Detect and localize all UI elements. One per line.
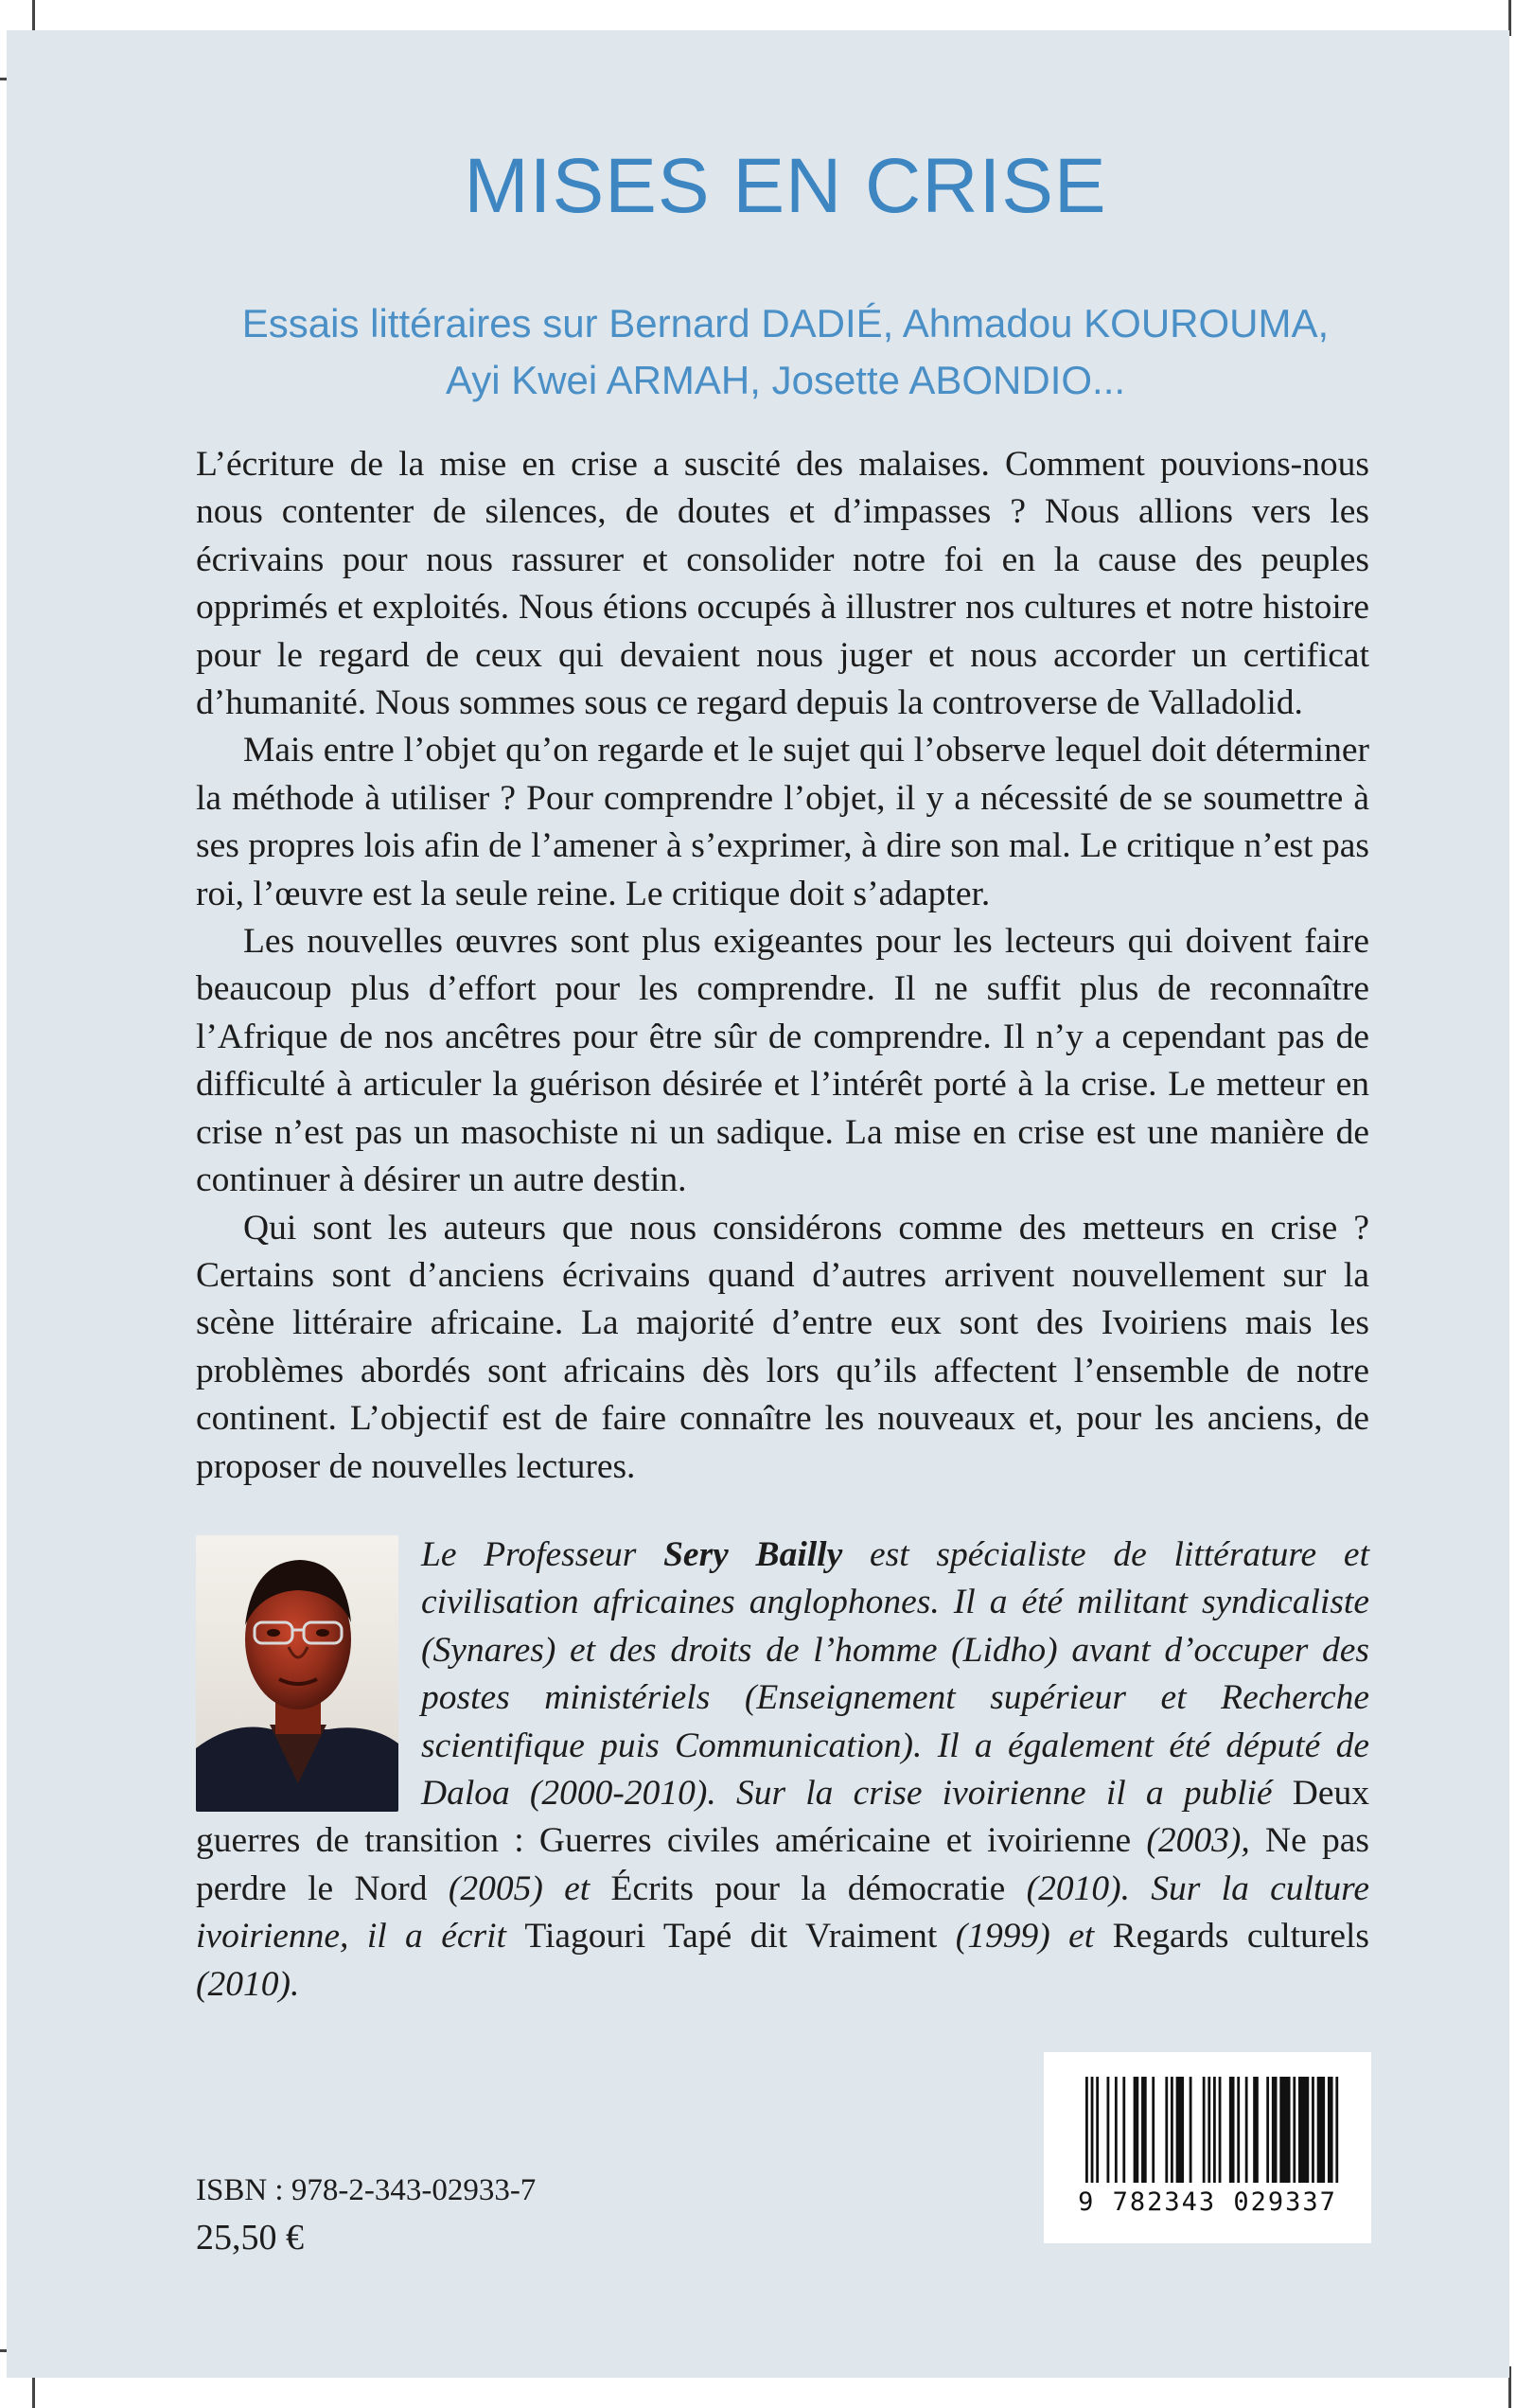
blurb bbox=[196, 441, 1369, 1491]
bio-text: est spécialiste de littérature et civilisation africaines anglophones. Il a été militant syndicaliste (Synares) et des droits de l’homme (Lidho) avant d’occuper des postes ministériels (Enseignement supérieur et Recherche scientifique puis Communication). Il a également été député de Daloa (2000-2010). Sur la crise ivoirienne il a publié bbox=[421, 1535, 1369, 1814]
author-portrait-image bbox=[196, 1535, 398, 1812]
barcode-bar bbox=[1203, 2077, 1206, 2183]
barcode-bar bbox=[1253, 2077, 1259, 2183]
barcode-bar bbox=[1085, 2077, 1088, 2183]
barcode-bar bbox=[1122, 2077, 1125, 2183]
bio-year: (2010). Sur la culture ivoirienne, il a écrit bbox=[196, 1868, 1369, 1956]
barcode-bar bbox=[1279, 2077, 1290, 2183]
book-title: MISES EN CRISE bbox=[464, 143, 1107, 229]
barcode-bar bbox=[1134, 2077, 1139, 2183]
blurb-paragraph: L’écriture de la mise en crise a suscité des malaises. Comment pouvions-nous nous contenter de silences, de doutes et d’impasses ? Nous allions vers les écrivains pour nous rassurer et consolider notre foi en la cause des peuples opprimés et exploités. Nous étions occupés à illustrer nos cultures et notre histoire pour le regard de ceux qui devaient nous juger et nous accorder un certificat d’humanité. Nous sommes sous ce regard depuis la controverse de Valladolid. bbox=[196, 445, 1369, 723]
book-title-5: Regards culturels bbox=[1112, 1917, 1369, 1956]
barcode-bar bbox=[1266, 2077, 1269, 2183]
barcode-bar bbox=[1165, 2077, 1168, 2183]
barcode-bar bbox=[1328, 2077, 1333, 2183]
barcode-bar bbox=[1176, 2077, 1184, 2183]
barcode-bar bbox=[1115, 2077, 1118, 2183]
barcode-bar bbox=[1293, 2077, 1296, 2183]
barcode-bar bbox=[1091, 2077, 1094, 2183]
bio-year: (2003), bbox=[1131, 1821, 1250, 1861]
price: 25,50 € bbox=[196, 2218, 304, 2258]
blurb-paragraph: Les nouvelles œuvres sont plus exigeantes pour les lecteurs qui doivent faire beaucoup plus d’effort pour les comprendre. Il ne suffit plus de reconnaître l’Afrique de nos ancêtres pour être sûr de comprendre. Il n’y a cependant pas de difficulté à articuler la guérison désirée et l’intérêt porté à la crise. Le metteur en crise n’est pas un masochiste ni un sadique. La mise en crise est une manière de continuer à désirer un autre destin. bbox=[196, 922, 1369, 1200]
bio-year: (2005) et bbox=[427, 1868, 611, 1908]
book-title-2: Ne pas perdre le Nord bbox=[196, 1821, 1369, 1908]
barcode-bar bbox=[1245, 2077, 1248, 2183]
bio-year: (1999) et bbox=[937, 1917, 1113, 1956]
barcode-bar bbox=[1237, 2077, 1240, 2183]
isbn: ISBN : 978-2-343-02933-7 bbox=[196, 2173, 537, 2207]
barcode-number: 9 782343 029337 bbox=[1078, 2187, 1337, 2217]
blurb-paragraph: Mais entre l’objet qu’on regarde et le sujet qui l’observe lequel doit déterminer la méthode à utiliser ? Pour comprendre l’objet, il y a nécessité de se soumettre à ses propres lois afin de l’amener à s’exprimer, à dire son mal. Le critique n’est pas roi, l’œuvre est la seule reine. Le critique doit s’adapter. bbox=[196, 731, 1369, 913]
barcode-bar bbox=[1190, 2077, 1192, 2183]
barcode-bar bbox=[1152, 2077, 1155, 2183]
subtitle-line-2: Ayi Kwei ARMAH, Josette ABONDIO... bbox=[445, 358, 1126, 402]
subtitle-line-1: Essais littéraires sur Bernard DADIÉ, Ahmadou KOUROUMA, bbox=[241, 301, 1330, 345]
bio-year: (2010). bbox=[196, 1964, 300, 2004]
barcode-bar bbox=[1229, 2077, 1235, 2183]
blurb-paragraph: Qui sont les auteurs que nous considérons comme des metteurs en crise ? Certains sont d’anciens écrivains quand d’autres arrivent nouvellement sur la scène littéraire africaine. La majorité d’entre eux sont des Ivoiriens mais les problèmes abordés sont africains dès lors qu’ils affectent l’ensemble de notre continent. L’objectif est de faire connaître les nouveaux et, pour les anciens, de proposer de nouvelles lectures. bbox=[196, 1208, 1369, 1486]
barcode-bar bbox=[1219, 2077, 1222, 2183]
barcode-bar bbox=[1096, 2077, 1099, 2183]
author-photo bbox=[196, 1535, 398, 1812]
author-name: Sery Bailly bbox=[663, 1535, 843, 1574]
barcode-bar bbox=[1298, 2077, 1309, 2183]
barcode-bar bbox=[1335, 2077, 1338, 2183]
book-title-1: Deux guerres de transition : Guerres civiles américaine et ivoirienne bbox=[196, 1774, 1369, 1861]
barcode-bar bbox=[1312, 2077, 1314, 2183]
barcode-bar bbox=[1141, 2077, 1147, 2183]
barcode-bar bbox=[1317, 2077, 1325, 2183]
book-title-3: Écrits pour la démocratie bbox=[610, 1868, 1006, 1908]
barcode bbox=[1044, 2052, 1371, 2243]
barcode-bar bbox=[1213, 2077, 1216, 2183]
author-section bbox=[196, 1532, 1369, 2009]
book-subtitle bbox=[0, 295, 1516, 409]
bio-intro: Le Professeur bbox=[421, 1535, 664, 1574]
barcode-bar bbox=[1107, 2077, 1110, 2183]
barcode-bar bbox=[1272, 2077, 1278, 2183]
barcode-bar bbox=[1208, 2077, 1210, 2183]
barcode-bar bbox=[1171, 2077, 1173, 2183]
book-title-4: Tiagouri Tapé dit Vraiment bbox=[524, 1917, 938, 1956]
